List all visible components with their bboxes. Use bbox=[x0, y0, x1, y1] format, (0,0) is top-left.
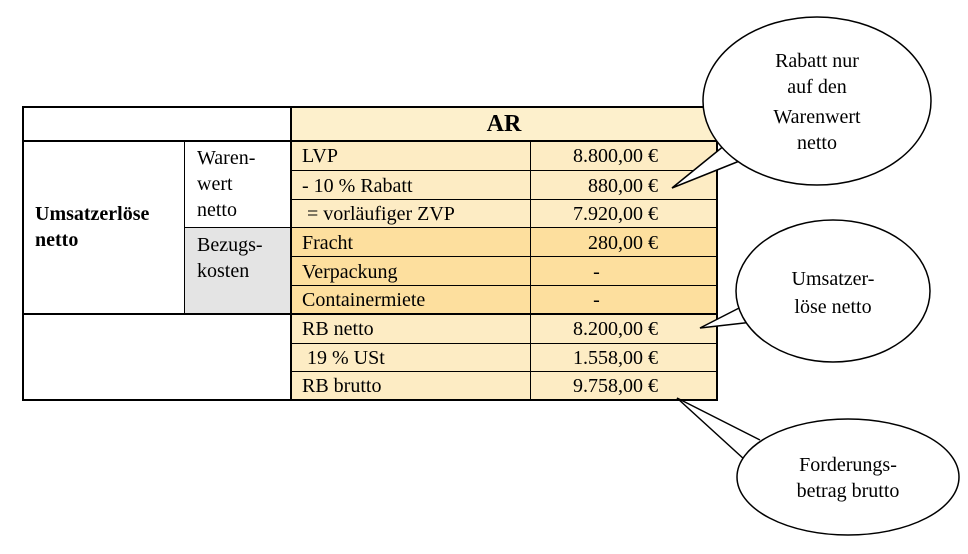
warenwert-label-3: netto bbox=[197, 199, 237, 221]
bezug-label-1: Bezugs- bbox=[197, 234, 263, 256]
row-label-rb-netto: RB netto bbox=[302, 318, 374, 340]
callout-rabatt-text-1: Rabatt nur bbox=[775, 50, 859, 72]
row-label-fracht: Fracht bbox=[302, 232, 354, 254]
row-value-lvp: 8.800,00 € bbox=[573, 145, 658, 167]
callout-umsatz-text-1: Umsatzer- bbox=[791, 268, 875, 290]
row-label-verpackung: Verpackung bbox=[302, 261, 398, 283]
callout-forderung-text-2: betrag brutto bbox=[796, 480, 900, 502]
group-label-line1: Umsatzerlöse bbox=[35, 203, 150, 225]
callout-rabatt-text-2: auf den bbox=[787, 76, 847, 98]
row-value-rb-brutto: 9.758,00 € bbox=[573, 375, 658, 397]
callout-rabatt bbox=[672, 17, 931, 188]
warenwert-label-1: Waren- bbox=[197, 147, 256, 169]
row-value-verpackung: - bbox=[593, 261, 600, 283]
table-header: AR bbox=[486, 111, 522, 137]
row-label-zvp: = vorläufiger ZVP bbox=[302, 203, 455, 225]
group-label-line2: netto bbox=[35, 229, 79, 251]
row-value-fracht: 280,00 € bbox=[588, 232, 658, 254]
row-value-containermiete: - bbox=[593, 289, 600, 311]
row-label-rabatt: - 10 % Rabatt bbox=[302, 175, 413, 197]
row-label-containermiete: Containermiete bbox=[302, 289, 426, 311]
bezug-label-2: kosten bbox=[197, 260, 250, 282]
callout-rabatt-text-3: Warenwert bbox=[773, 106, 861, 128]
row-value-zvp: 7.920,00 € bbox=[573, 203, 658, 225]
row-value-ust: 1.558,00 € bbox=[573, 347, 658, 369]
row-value-rb-netto: 8.200,00 € bbox=[573, 318, 658, 340]
row-label-lvp: LVP bbox=[302, 145, 338, 167]
warenwert-label-2: wert bbox=[197, 173, 233, 195]
row-label-rb-brutto: RB brutto bbox=[302, 375, 382, 397]
row-value-rabatt: 880,00 € bbox=[588, 175, 658, 197]
callout-rabatt-text-4: netto bbox=[797, 132, 837, 154]
row-label-ust: 19 % USt bbox=[302, 347, 385, 369]
callout-umsatz-text-2: löse netto bbox=[794, 296, 872, 318]
callout-forderung-text-1: Forderungs- bbox=[799, 454, 897, 476]
